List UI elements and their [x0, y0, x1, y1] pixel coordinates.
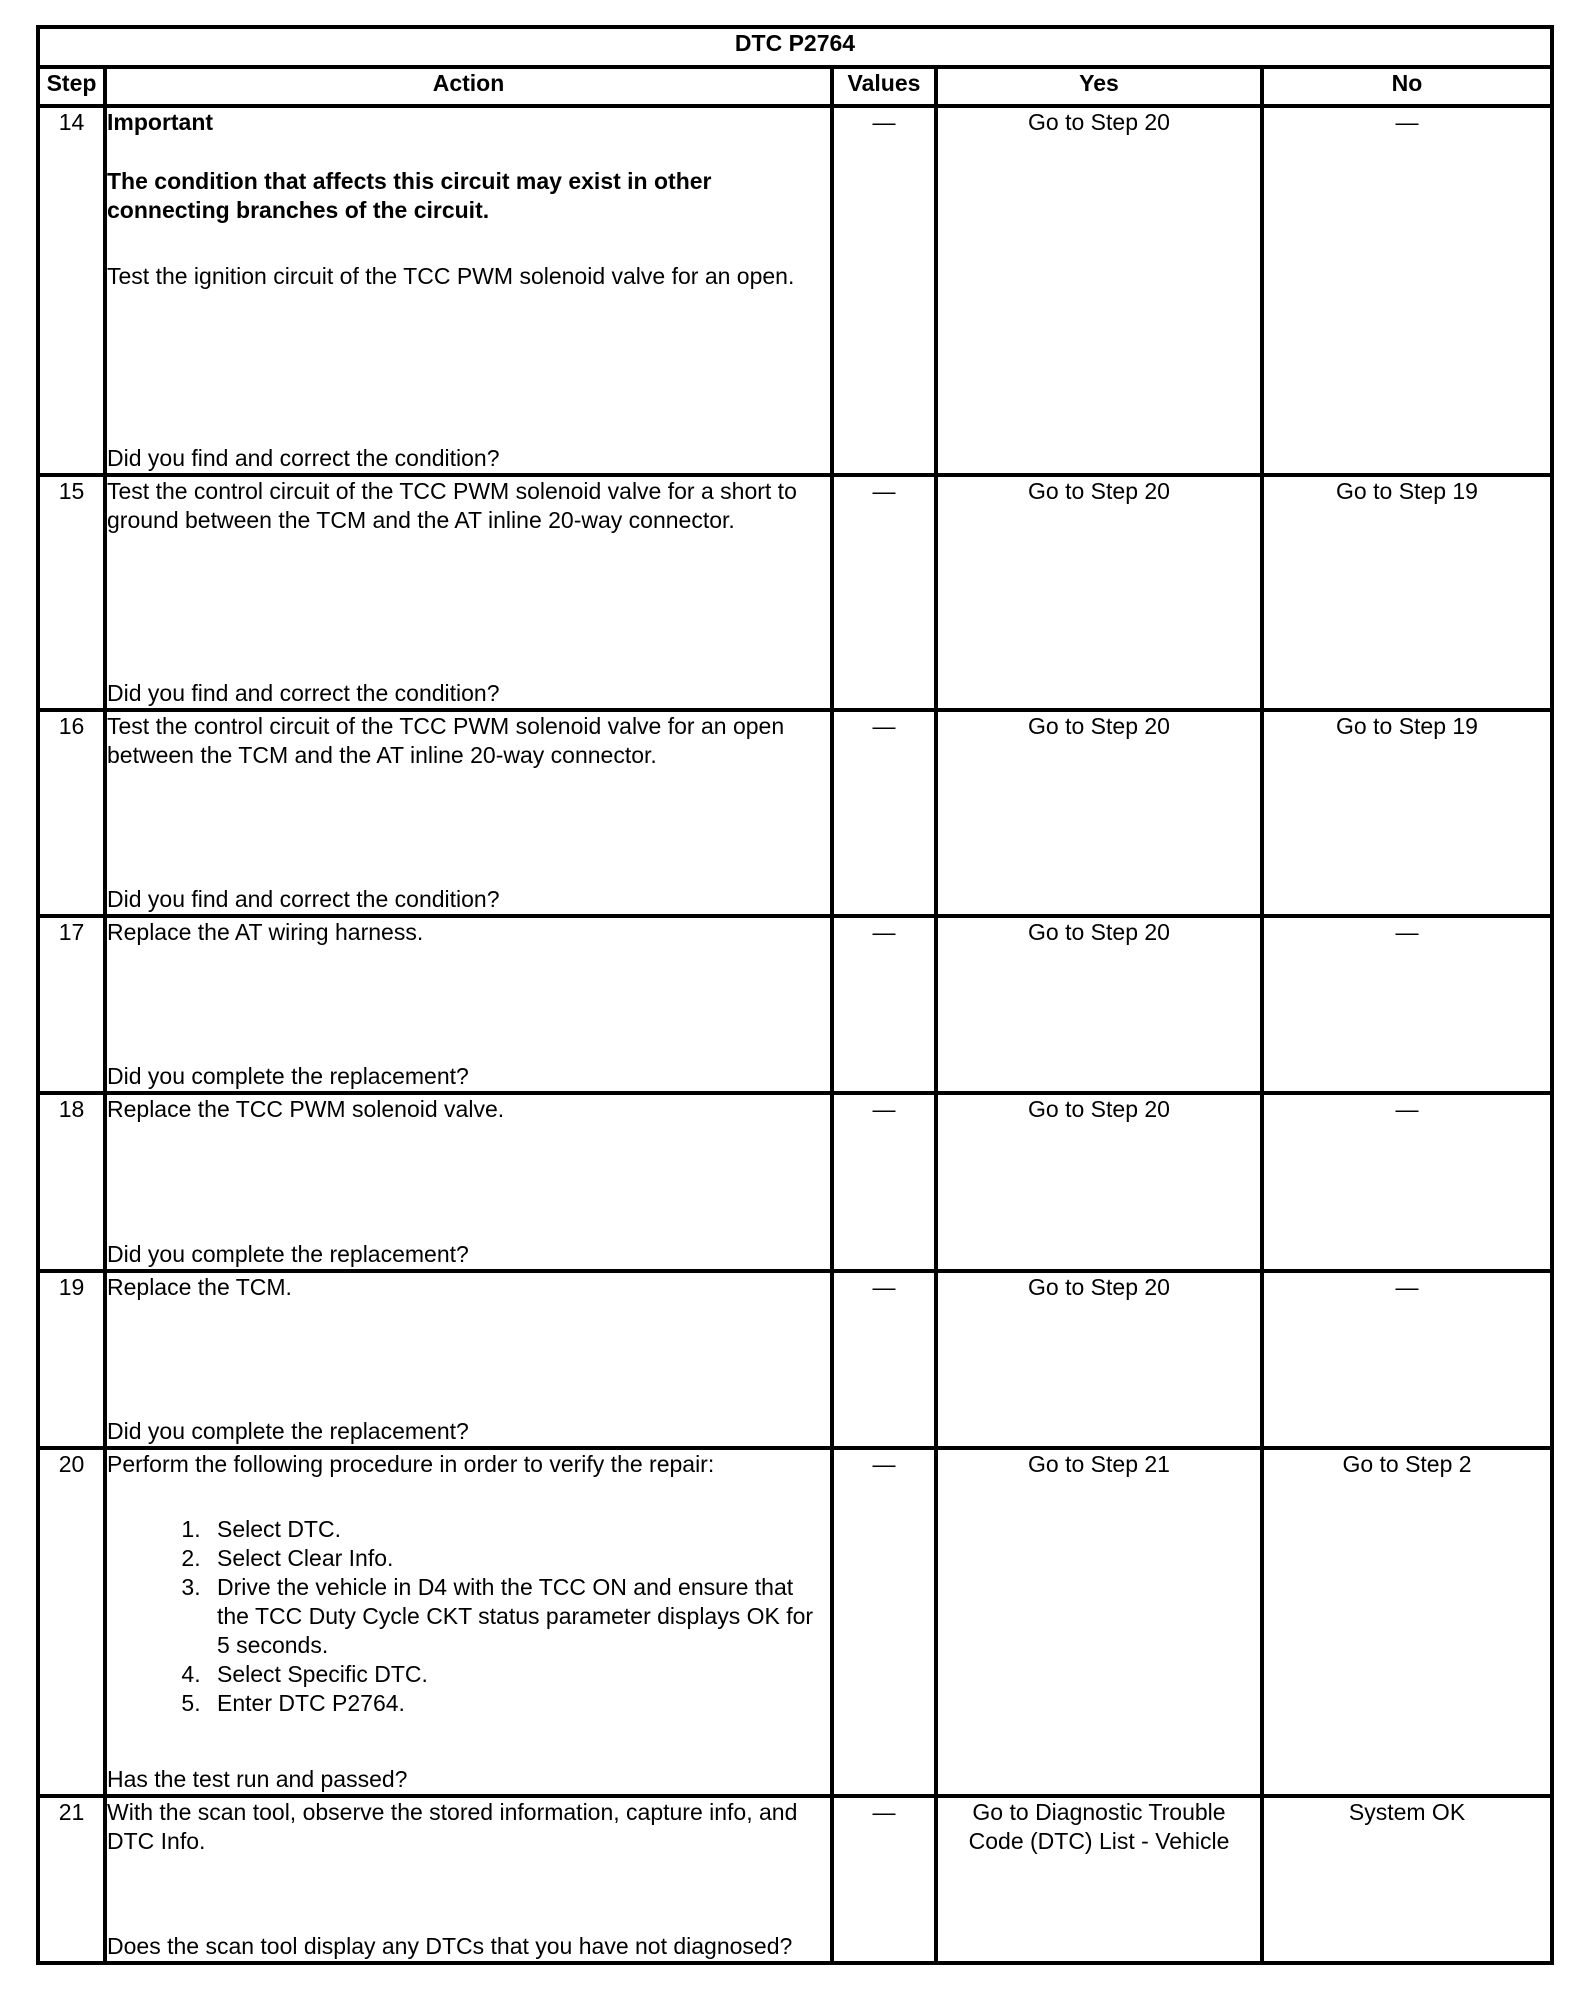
values-cell: —: [832, 1271, 936, 1448]
action-cell: [105, 710, 832, 915]
question-text: Has the test run and passed?: [107, 1765, 408, 1792]
values-cell: —: [832, 1093, 936, 1270]
instruction-text: Replace the TCM.: [107, 1273, 292, 1300]
values-cell: —: [832, 1796, 936, 1963]
header-step: Step: [38, 67, 105, 106]
procedure-step: 5. Enter DTC P2764.: [207, 1689, 830, 1718]
yes-cell: Go to Step 20: [936, 916, 1262, 1093]
step-number: 21: [38, 1796, 105, 1963]
table-row: [38, 106, 1552, 475]
yes-cell: Go to Step 21: [936, 1448, 1262, 1796]
instruction-text: Replace the AT wiring harness.: [107, 918, 424, 945]
question-text: Did you find and correct the condition?: [107, 680, 500, 707]
step-number: 16: [38, 710, 105, 915]
step-number: 15: [38, 475, 105, 710]
yes-cell: Go to Step 20: [936, 710, 1262, 915]
diagnostic-table: [36, 25, 1554, 1965]
action-cell: [105, 916, 832, 1093]
procedure-step: 3. Drive the vehicle in D4 with the TCC ON and ensure that the TCC Duty Cycle CKT status parameter displays OK for 5 seconds.: [207, 1573, 830, 1660]
header-no: No: [1262, 67, 1552, 106]
important-text: The condition that affects this circuit may exist in other connecting branches of the circuit.: [107, 168, 712, 224]
table-row: [38, 1271, 1552, 1448]
question-text: Did you find and correct the condition?: [107, 444, 500, 471]
table-row: [38, 1796, 1552, 1963]
action-cell: [105, 106, 832, 475]
step-number: 19: [38, 1271, 105, 1448]
instruction-text: Test the ignition circuit of the TCC PWM solenoid valve for an open.: [107, 263, 795, 290]
no-cell: —: [1262, 106, 1552, 475]
no-cell: Go to Step 2: [1262, 1448, 1552, 1796]
no-cell: Go to Step 19: [1262, 710, 1552, 915]
no-cell: —: [1262, 1271, 1552, 1448]
question-text: Did you complete the replacement?: [107, 1063, 469, 1090]
instruction-text: Perform the following procedure in order to verify the repair:: [107, 1450, 715, 1477]
table-row: [38, 1093, 1552, 1270]
table-row: [38, 475, 1552, 710]
title-row: [38, 27, 1552, 67]
header-row: [38, 67, 1552, 106]
table-row: [38, 710, 1552, 915]
values-cell: —: [832, 106, 936, 475]
instruction-text: Test the control circuit of the TCC PWM solenoid valve for an open between the TCM and the AT inline 20-way connector.: [107, 713, 785, 769]
question-text: Did you complete the replacement?: [107, 1417, 469, 1444]
step-number: 17: [38, 916, 105, 1093]
no-cell: —: [1262, 1093, 1552, 1270]
values-cell: —: [832, 916, 936, 1093]
no-cell: System OK: [1262, 1796, 1552, 1963]
yes-cell: Go to Diagnostic Trouble Code (DTC) List - Vehicle: [936, 1796, 1262, 1963]
step-number: 20: [38, 1448, 105, 1796]
action-cell: [105, 1271, 832, 1448]
question-text: Did you find and correct the condition?: [107, 885, 500, 912]
header-values: Values: [832, 67, 936, 106]
values-cell: —: [832, 475, 936, 710]
step-number: 18: [38, 1093, 105, 1270]
procedure-step: 4. Select Specific DTC.: [207, 1660, 830, 1689]
question-text: Does the scan tool display any DTCs that you have not diagnosed?: [107, 1933, 793, 1959]
table-title: DTC P2764: [38, 27, 1552, 67]
action-cell: [105, 475, 832, 710]
yes-cell: Go to Step 20: [936, 1093, 1262, 1270]
instruction-text: With the scan tool, observe the stored information, capture info, and DTC Info.: [107, 1798, 798, 1854]
action-cell: [105, 1448, 832, 1796]
procedure-step: 2. Select Clear Info.: [207, 1544, 830, 1573]
no-cell: —: [1262, 916, 1552, 1093]
values-cell: —: [832, 710, 936, 915]
step-number: 14: [38, 106, 105, 475]
instruction-text: Replace the TCC PWM solenoid valve.: [107, 1096, 505, 1123]
yes-cell: Go to Step 20: [936, 475, 1262, 710]
table-row: [38, 916, 1552, 1093]
header-yes: Yes: [936, 67, 1262, 106]
action-cell: [105, 1093, 832, 1270]
action-cell: [105, 1796, 832, 1963]
yes-cell: Go to Step 20: [936, 106, 1262, 475]
yes-cell: Go to Step 20: [936, 1271, 1262, 1448]
header-action: Action: [105, 67, 832, 106]
instruction-text: Test the control circuit of the TCC PWM solenoid valve for a short to ground between the TCM and the AT inline 20-way connector.: [107, 477, 797, 533]
table-row: [38, 1448, 1552, 1796]
no-cell: Go to Step 19: [1262, 475, 1552, 710]
question-text: Did you complete the replacement?: [107, 1240, 469, 1267]
procedure-list: [107, 1515, 830, 1718]
procedure-step: 1. Select DTC.: [207, 1515, 830, 1544]
important-label: Important: [107, 109, 214, 136]
values-cell: —: [832, 1448, 936, 1796]
